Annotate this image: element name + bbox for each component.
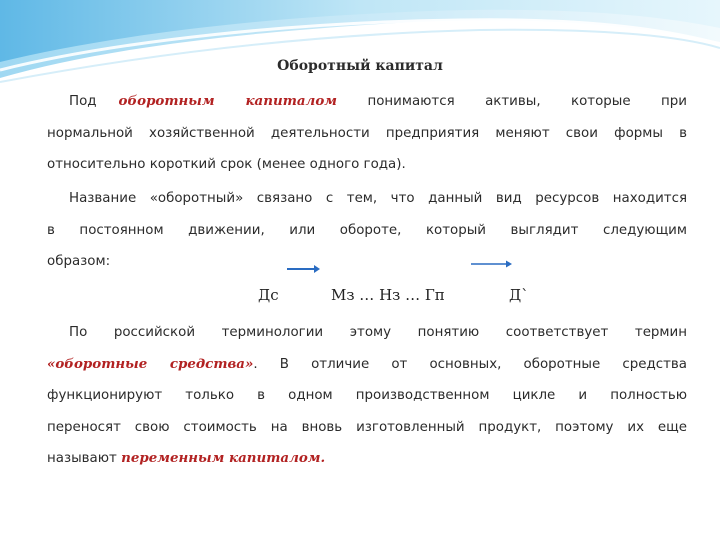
formula-cash-end: Д` (509, 286, 529, 304)
paragraph-terminology (47, 317, 687, 475)
term-working-assets: «оборотные средства» (47, 355, 254, 372)
paragraph-line (47, 443, 687, 475)
paragraph-line: Название «оборотный» связано с тем, что данный вид ресурсов находится (69, 191, 687, 206)
slide-title: Оборотный капитал (277, 58, 443, 74)
turnover-formula (0, 286, 720, 316)
term-working-capital: оборотным капиталом (118, 93, 337, 109)
paragraph-line: в постоянном движении, или обороте, который выглядит следующим (47, 222, 687, 238)
arrow-right-icon (470, 259, 512, 269)
text-fragment: называют (47, 451, 117, 466)
paragraph-line: переносят свою стоимость на вновь изготовленный продукт, поэтому их еще (47, 419, 687, 435)
paragraph-line: образом: (47, 254, 111, 269)
formula-stages: Мз … Нз … Гп (331, 286, 445, 304)
formula-cash-start: Дс (258, 286, 279, 304)
arrow-right-icon (286, 264, 320, 274)
text-fragment: понимаются активы, которые при (367, 94, 687, 109)
paragraph-definition (47, 86, 687, 181)
paragraph-line: функционируют только в одном производственном цикле и полностью (47, 388, 687, 403)
paragraph-line (47, 86, 687, 118)
paragraph-name-origin (47, 183, 687, 278)
text-fragment: Под (69, 94, 97, 109)
paragraph-line: относительно короткий срок (менее одного года). (47, 157, 406, 172)
paragraph-line: По российской терминологии этому понятию соответствует термин (69, 325, 687, 340)
paragraph-line: нормальной хозяйственной деятельности предприятия меняют свои формы в (47, 125, 687, 141)
header-wave-decoration (0, 0, 720, 90)
text-fragment: . В отличие от основных, оборотные средства (253, 356, 687, 372)
term-variable-capital: переменным капиталом. (121, 450, 326, 466)
paragraph-line (47, 349, 687, 381)
